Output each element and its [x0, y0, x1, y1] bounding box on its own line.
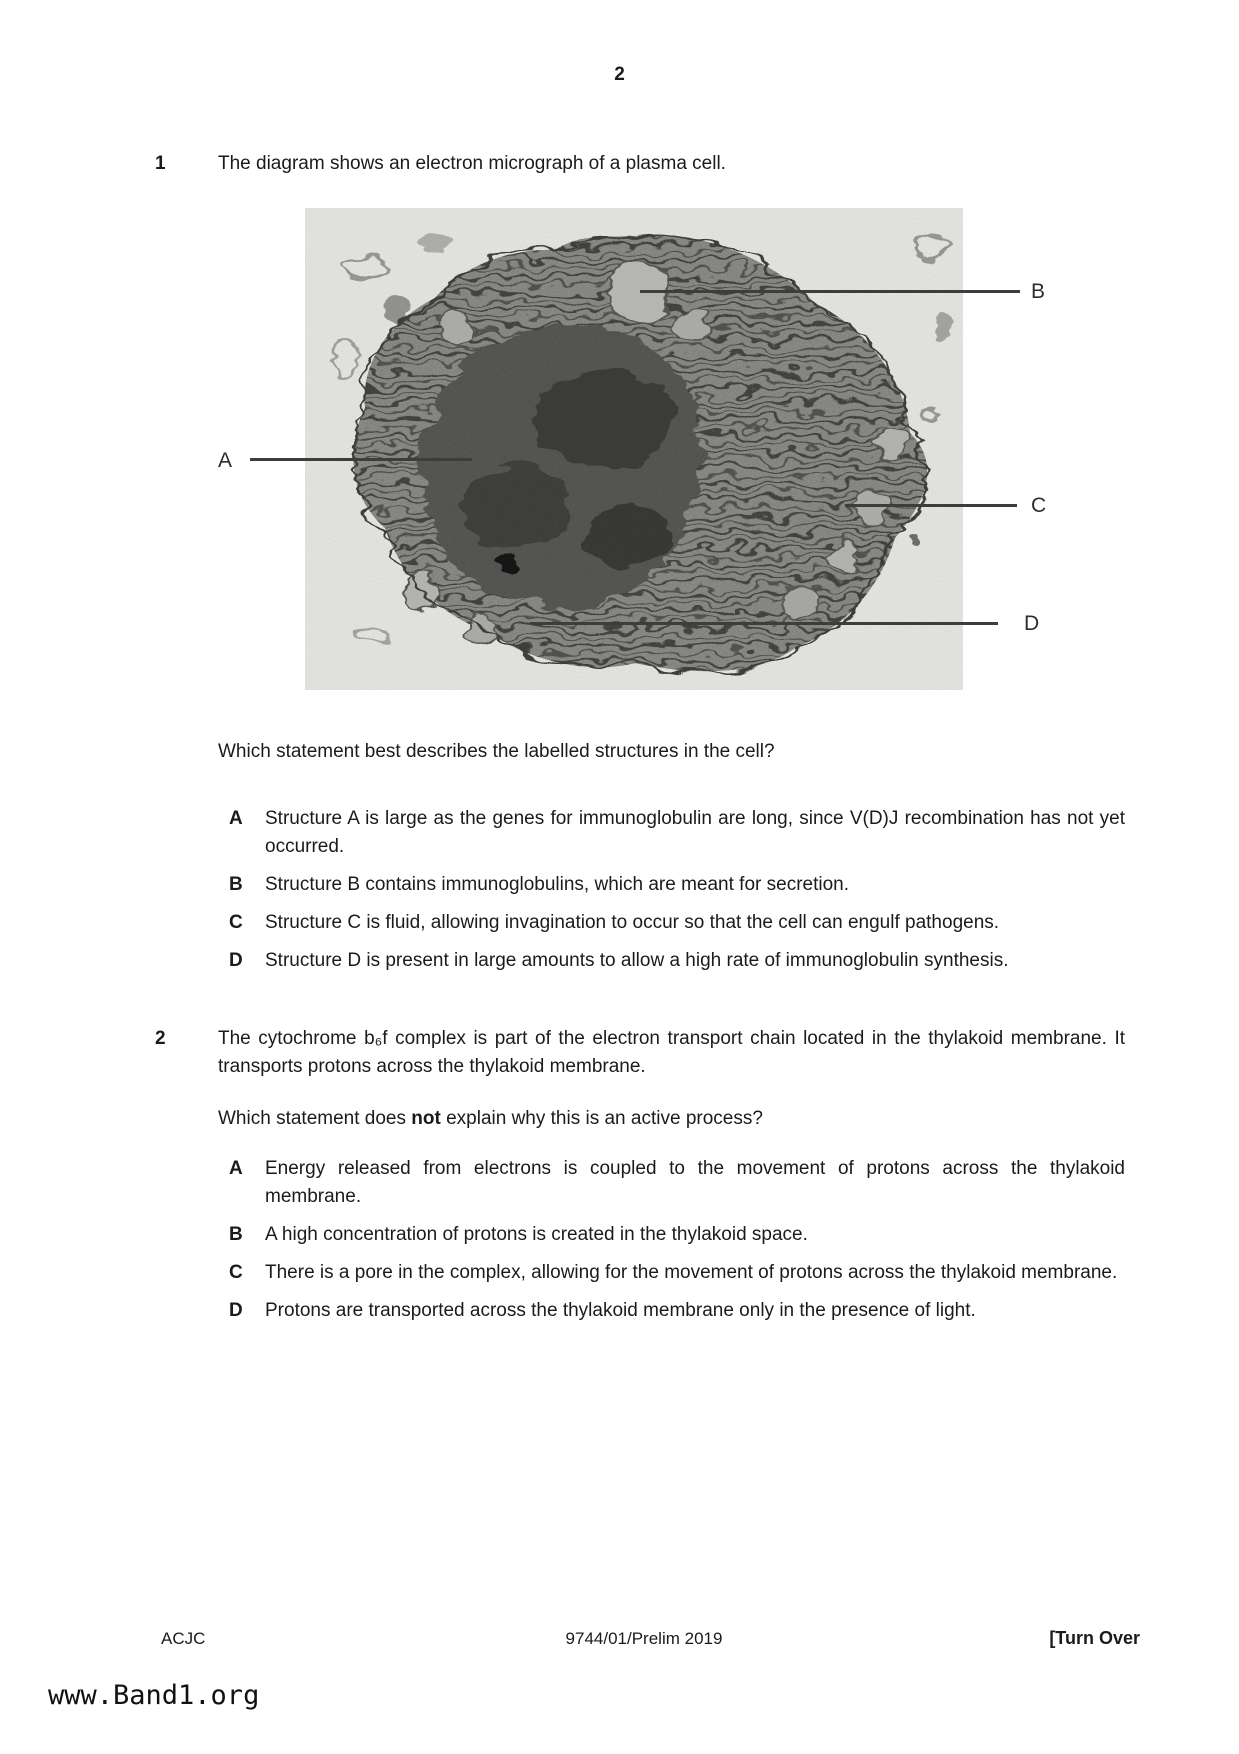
figure-label-d: D [1024, 612, 1040, 635]
plasma-cell-micrograph-image [305, 208, 963, 690]
figure-plasma-cell [155, 208, 1125, 690]
question-2-stem-pre: Which statement does [218, 1108, 412, 1129]
option-row-1c [155, 909, 1125, 937]
option-row-1b [155, 871, 1125, 899]
option-letter-2d: D [229, 1300, 243, 1321]
option-letter-2a: A [229, 1158, 243, 1179]
option-row-1a [155, 805, 1125, 861]
option-letter-1d: D [229, 950, 243, 971]
option-letter-2b: B [229, 1224, 243, 1245]
question-2-stem [218, 1105, 1125, 1133]
question-1-stem: Which statement best describes the labelled structures in the cell? [218, 741, 775, 762]
question-2-number: 2 [155, 1028, 166, 1049]
footer-paper-code: 9744/01/Prelim 2019 [565, 1629, 723, 1648]
question-2-options [155, 1155, 1125, 1325]
question-2-stem-not: not [411, 1108, 441, 1129]
leader-line-b [640, 290, 1020, 293]
footer-turn-over: [Turn Over [1049, 1628, 1140, 1648]
option-text-2b: A high concentration of protons is created in the thylakoid space. [265, 1224, 808, 1245]
question-1-intro: The diagram shows an electron micrograph of a plasma cell. [218, 153, 726, 174]
option-row-2c [155, 1259, 1125, 1287]
watermark-url: www.Band1.org [48, 1680, 260, 1711]
question-2 [155, 1025, 1125, 1335]
leader-line-a [250, 458, 472, 461]
question-1-number: 1 [155, 153, 166, 174]
option-letter-2c: C [229, 1262, 243, 1283]
question-2-stem-post: explain why this is an active process? [440, 1108, 763, 1129]
figure-label-c: C [1031, 494, 1047, 517]
option-letter-1a: A [229, 808, 243, 829]
option-letter-1c: C [229, 912, 243, 933]
option-text-2a: Energy released from electrons is coupled to the movement of protons across the thylakoid membrane. [265, 1158, 1125, 1207]
option-text-1c: Structure C is fluid, allowing invagination to occur so that the cell can engulf pathogens. [265, 912, 1000, 933]
option-text-2d: Protons are transported across the thylakoid membrane only in the presence of light. [265, 1300, 976, 1321]
leader-line-c [845, 504, 1017, 507]
question-1-options [155, 805, 1125, 975]
option-text-1a: Structure A is large as the genes for immunoglobulin are long, since V(D)J recombination has not yet occurred. [265, 808, 1125, 857]
option-row-1d [155, 947, 1125, 975]
question-1 [155, 150, 1125, 985]
page-number: 2 [614, 64, 625, 85]
question-2-intro: The cytochrome b₆f complex is part of the electron transport chain located in the thylakoid membrane. It transports protons across the thylakoid membrane. [218, 1028, 1125, 1077]
option-text-1d: Structure D is present in large amounts to allow a high rate of immunoglobulin synthesis. [265, 950, 1009, 971]
option-letter-1b: B [229, 874, 243, 895]
footer-school: ACJC [161, 1629, 206, 1648]
option-text-1b: Structure B contains immunoglobulins, which are meant for secretion. [265, 874, 849, 895]
option-text-2c: There is a pore in the complex, allowing for the movement of protons across the thylakoid membrane. [265, 1262, 1118, 1283]
option-row-2b [155, 1221, 1125, 1249]
option-row-2d [155, 1297, 1125, 1325]
option-row-2a [155, 1155, 1125, 1211]
figure-label-a: A [218, 449, 233, 472]
figure-label-b: B [1031, 280, 1046, 303]
leader-line-d [530, 622, 998, 625]
